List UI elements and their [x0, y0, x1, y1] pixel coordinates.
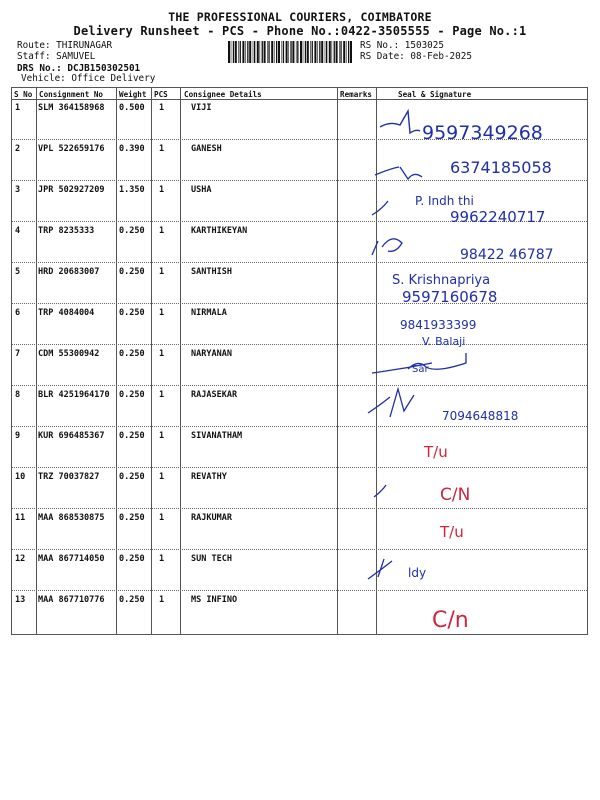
- row-sno: 9: [15, 431, 21, 441]
- row-consignment-no: MAA 867714050: [38, 554, 105, 564]
- row-sno: 10: [15, 472, 26, 482]
- row-consignment-no: HRD 20683007: [38, 267, 100, 277]
- row-consignment-no: VPL 522659176: [38, 144, 105, 154]
- row-weight: 0.250: [119, 226, 145, 236]
- row-pcs: 1: [159, 349, 165, 359]
- row-consignment-no: CDM 55300942: [38, 349, 100, 359]
- handwritten-phone: 98422 46787: [460, 247, 554, 263]
- handwritten-name: S. Krishnapriya: [392, 273, 491, 288]
- runsheet-table: [11, 87, 588, 635]
- handwritten-mark: C/N: [440, 485, 471, 505]
- row-weight: 0.250: [119, 431, 145, 441]
- row-sno: 11: [15, 513, 26, 523]
- handwritten-name: V. Balaji: [422, 335, 466, 348]
- rs-date: RS Date: 08-Feb-2025: [360, 51, 472, 62]
- row-consignment-no: MAA 867710776: [38, 595, 105, 605]
- handwritten-phone: 7094648818: [442, 409, 519, 423]
- row-weight: 1.350: [119, 185, 145, 195]
- row-consignee: SUN TECH: [191, 554, 232, 564]
- handwritten-name: P. Indh thi: [415, 194, 474, 208]
- row-weight: 0.390: [119, 144, 145, 154]
- row-pcs: 1: [159, 144, 165, 154]
- handwritten-phone: 6374185058: [450, 158, 552, 177]
- handwritten-mark: T/u: [440, 523, 464, 541]
- row-consignee: GANESH: [191, 144, 222, 154]
- row-consignee: NIRMALA: [191, 308, 227, 318]
- header-weight: Weight: [119, 90, 147, 99]
- row-sno: 1: [15, 103, 21, 113]
- row-consignee: USHA: [191, 185, 212, 195]
- header-consignee: Consignee Details: [184, 90, 262, 99]
- row-sno: 4: [15, 226, 21, 236]
- row-weight: 0.250: [119, 349, 145, 359]
- row-consignee: NARYANAN: [191, 349, 232, 359]
- row-consignment-no: MAA 868530875: [38, 513, 105, 523]
- vehicle-info: Vehicle: Office Delivery: [21, 73, 156, 84]
- drs-number: DRS No.: DCJB150302501: [17, 63, 141, 74]
- row-weight: 0.250: [119, 472, 145, 482]
- route-info: Route: THIRUNAGAR: [17, 40, 113, 51]
- row-consignment-no: TRP 8235333: [38, 226, 95, 236]
- runsheet-subtitle: Delivery Runsheet - PCS - Phone No.:0422-3505555 - Page No.:1: [73, 24, 527, 38]
- header-consignment: Consignment No: [39, 90, 104, 99]
- barcode: [228, 41, 354, 63]
- row-consignee: VIJI: [191, 103, 212, 113]
- row-sno: 8: [15, 390, 21, 400]
- row-pcs: 1: [159, 472, 165, 482]
- row-consignment-no: BLR 4251964170: [38, 390, 110, 400]
- handwritten-mark: T/u: [424, 443, 448, 461]
- row-consignee: SIVANATHAM: [191, 431, 243, 441]
- rs-number: RS No.: 1503025: [360, 40, 444, 51]
- row-sno: 12: [15, 554, 26, 564]
- handwritten-phone: 9962240717: [450, 208, 546, 226]
- row-pcs: 1: [159, 103, 165, 113]
- staff-info: Staff: SAMUVEL: [17, 51, 96, 62]
- row-consignee: SANTHISH: [191, 267, 232, 277]
- row-consignment-no: KUR 696485367: [38, 431, 105, 441]
- row-pcs: 1: [159, 513, 165, 523]
- header-sno: S No: [14, 90, 33, 99]
- row-consignment-no: SLM 364158968: [38, 103, 105, 113]
- row-pcs: 1: [159, 554, 165, 564]
- row-sno: 5: [15, 267, 21, 277]
- handwritten-phone: 9841933399: [400, 318, 477, 332]
- row-pcs: 1: [159, 185, 165, 195]
- row-consignment-no: TRZ 70037827: [38, 472, 100, 482]
- row-pcs: 1: [159, 308, 165, 318]
- row-pcs: 1: [159, 267, 165, 277]
- row-sno: 3: [15, 185, 21, 195]
- row-consignment-no: JPR 502927209: [38, 185, 105, 195]
- header-remarks: Remarks: [340, 90, 373, 99]
- row-pcs: 1: [159, 595, 165, 605]
- header-signature: Seal & Signature: [398, 90, 472, 99]
- header-pcs: PCS: [154, 90, 168, 99]
- row-consignee: RAJASEKAR: [191, 390, 238, 400]
- handwritten-signature: Sar: [412, 364, 429, 375]
- handwritten-phone: 9597160678: [402, 288, 498, 306]
- handwritten-mark: C/n: [432, 608, 469, 633]
- row-weight: 0.250: [119, 390, 145, 400]
- handwritten-signature: ldy: [408, 566, 427, 580]
- row-consignee: REVATHY: [191, 472, 227, 482]
- row-sno: 6: [15, 308, 21, 318]
- row-consignment-no: TRP 4084004: [38, 308, 95, 318]
- row-weight: 0.250: [119, 595, 145, 605]
- row-weight: 0.250: [119, 554, 145, 564]
- row-weight: 0.250: [119, 308, 145, 318]
- row-weight: 0.250: [119, 513, 145, 523]
- row-sno: 7: [15, 349, 21, 359]
- row-consignee: MS INFINO: [191, 595, 238, 605]
- row-weight: 0.250: [119, 267, 145, 277]
- row-consignee: KARTHIKEYAN: [191, 226, 248, 236]
- row-sno: 13: [15, 595, 26, 605]
- row-sno: 2: [15, 144, 21, 154]
- row-pcs: 1: [159, 226, 165, 236]
- row-pcs: 1: [159, 390, 165, 400]
- row-weight: 0.500: [119, 103, 145, 113]
- document-title: THE PROFESSIONAL COURIERS, COIMBATORE: [168, 10, 432, 24]
- row-pcs: 1: [159, 431, 165, 441]
- handwritten-phone: 9597349268: [422, 122, 543, 144]
- row-consignee: RAJKUMAR: [191, 513, 232, 523]
